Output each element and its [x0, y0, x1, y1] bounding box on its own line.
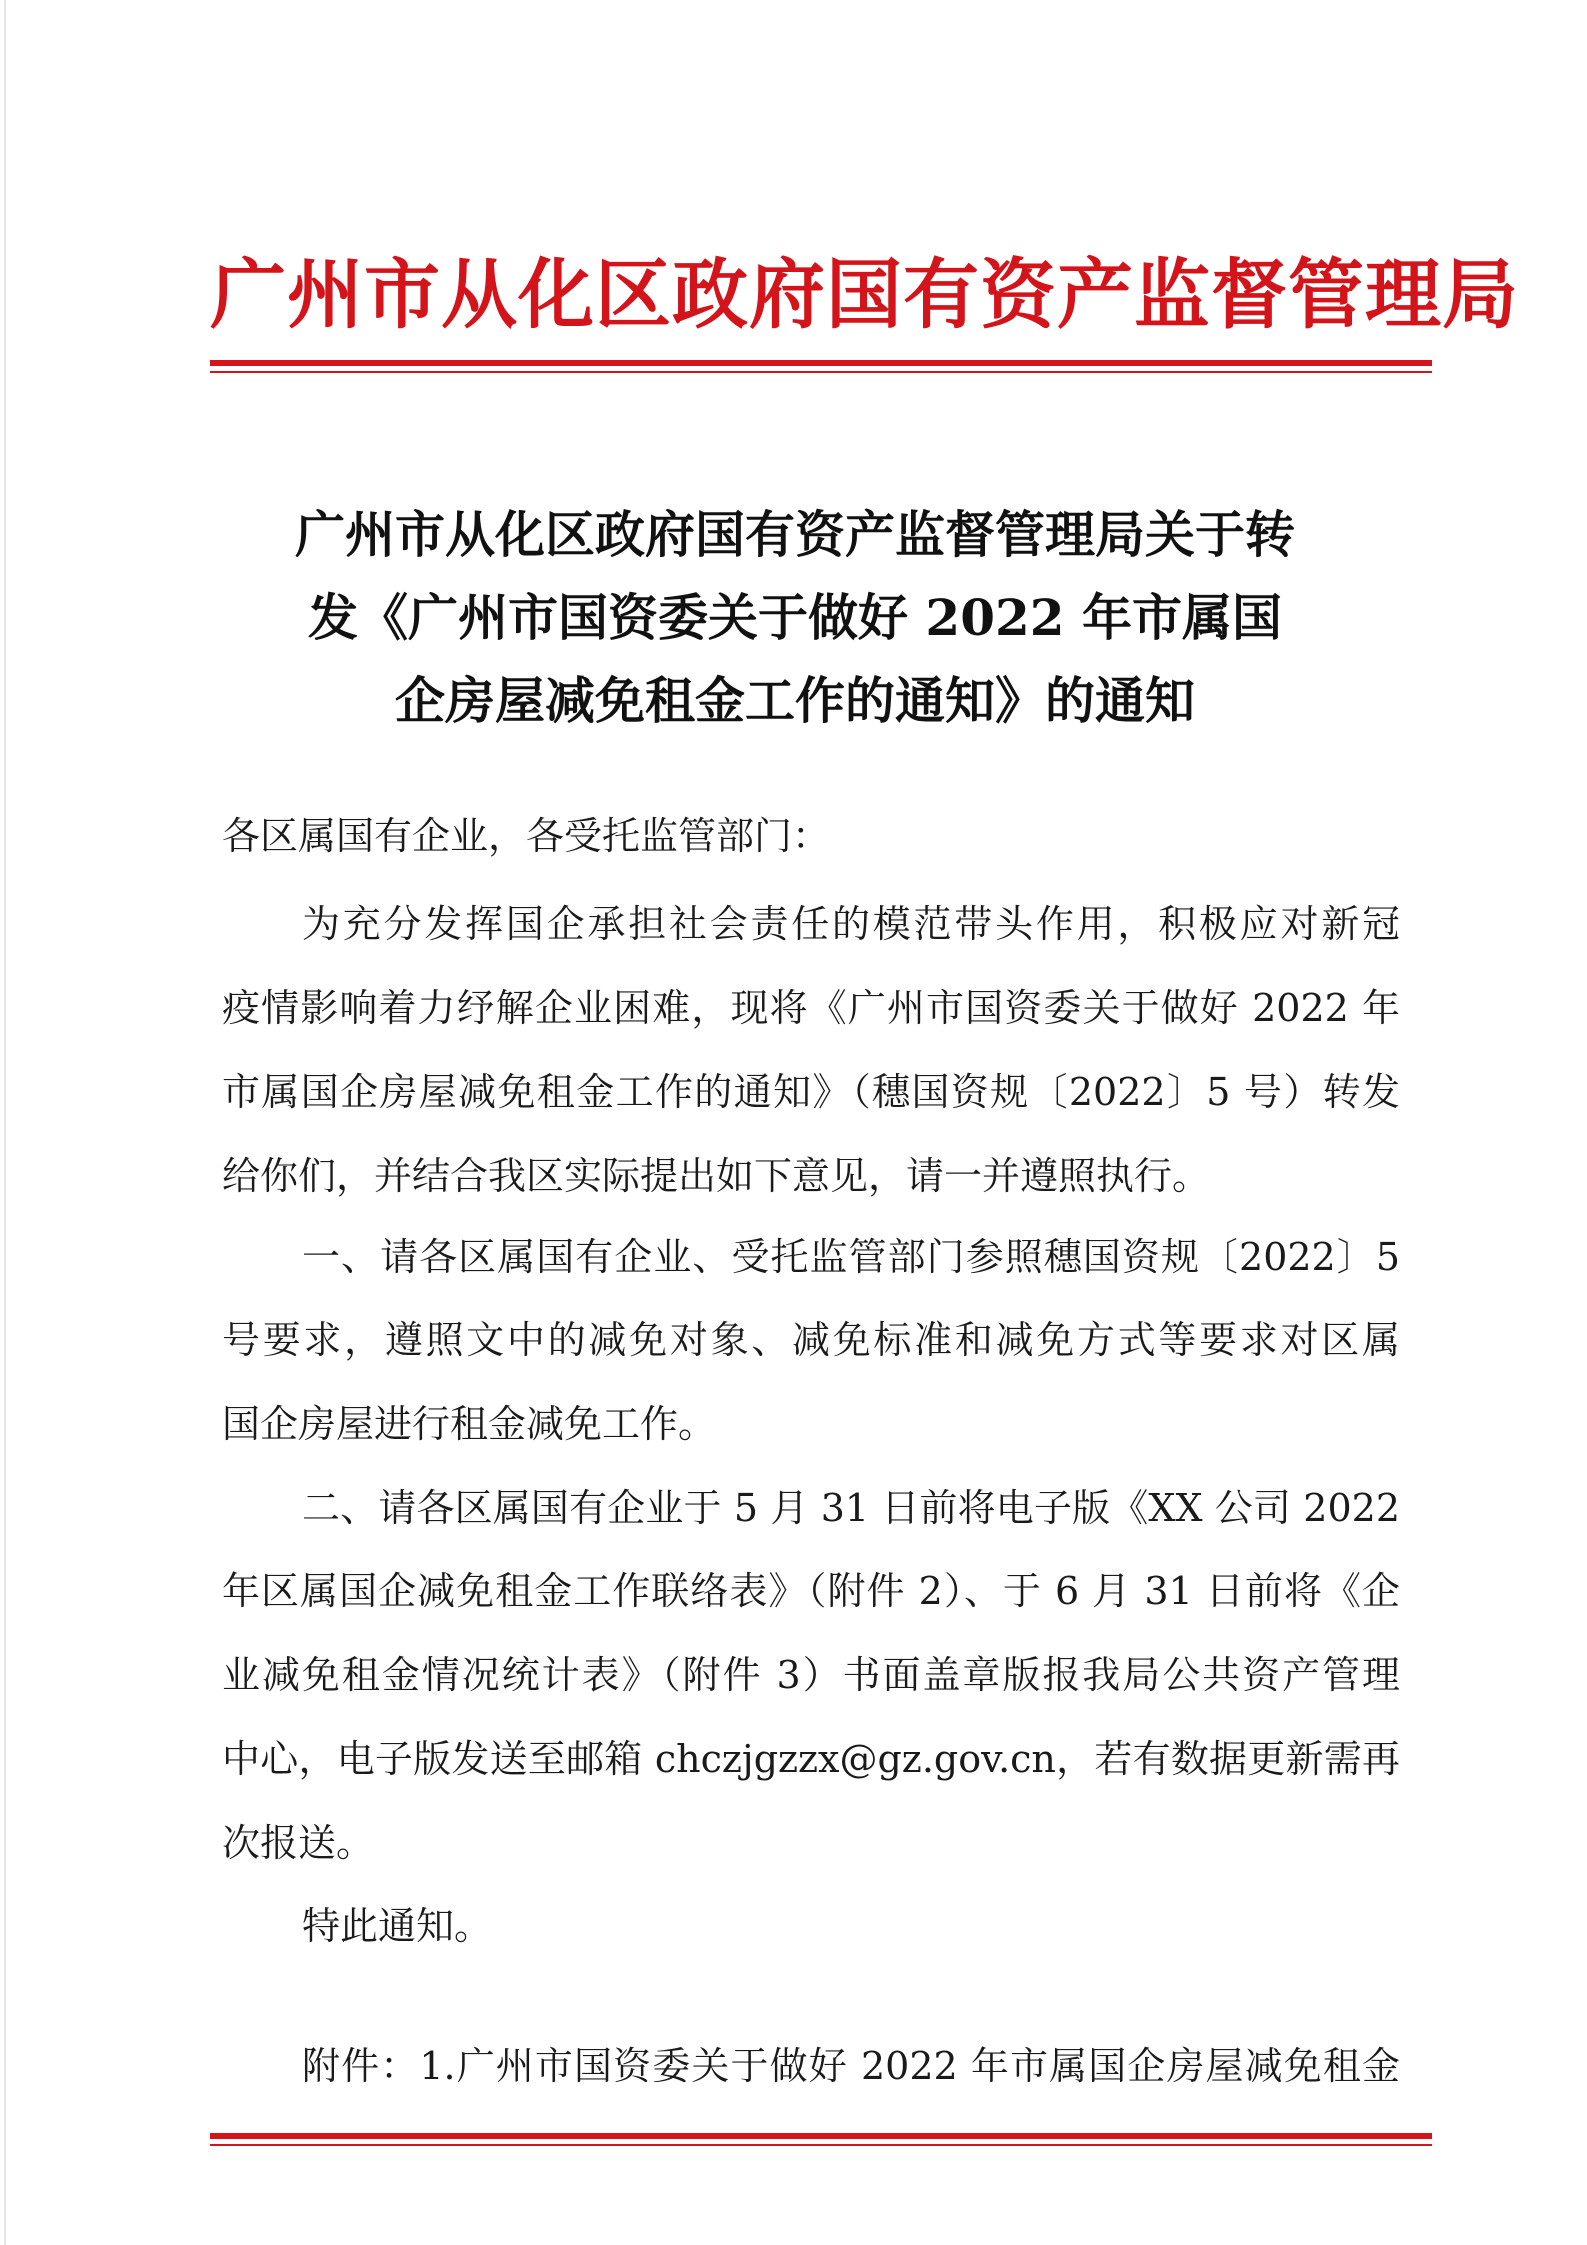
closing-text: 特此通知。	[302, 1904, 493, 1948]
item-2-line-3: 业减免租金情况统计表》（附件 3）书面盖章版报我局公共资产管理	[222, 1653, 1400, 1697]
scan-edge	[4, 0, 6, 2245]
masthead-rule-thick	[210, 360, 1432, 366]
masthead-title: 广州市从化区政府国有资产监督管理局	[210, 250, 1519, 339]
title-line-2: 发《广州市国资委关于做好 2022 年市属国	[308, 588, 1282, 647]
paragraph-1-line-1: 为充分发挥国企承担社会责任的模范带头作用，积极应对新冠	[302, 902, 1400, 946]
attachment-line: 附件：1.广州市国资委关于做好 2022 年市属国企房屋减免租金	[302, 2044, 1400, 2088]
paragraph-1-line-2: 疫情影响着力纾解企业困难，现将《广州市国资委关于做好 2022 年	[222, 986, 1400, 1030]
masthead-rule-thin	[210, 371, 1432, 373]
item-1-line-1: 一、请各区属国有企业、受托监管部门参照穗国资规〔2022〕5	[302, 1235, 1400, 1279]
paragraph-1-line-4: 给你们，并结合我区实际提出如下意见，请一并遵照执行。	[222, 1154, 1211, 1198]
item-2-line-1: 二、请各区属国有企业于 5 月 31 日前将电子版《XX 公司 2022	[302, 1486, 1400, 1530]
salutation: 各区属国有企业，各受托监管部门：	[222, 814, 831, 858]
footer-rule-thin	[210, 2144, 1432, 2146]
title-line-1: 广州市从化区政府国有资产监督管理局关于转	[295, 505, 1295, 564]
document-title	[220, 493, 1370, 742]
paragraph-1-line-3: 市属国企房屋减免租金工作的通知》（穗国资规〔2022〕5 号）转发	[222, 1070, 1400, 1114]
item-2-line-5: 次报送。	[222, 1821, 375, 1865]
item-2-line-2: 年区属国企减免租金工作联络表》（附件 2）、于 6 月 31 日前将《企	[222, 1569, 1400, 1613]
item-1-line-2: 号要求，遵照文中的减免对象、减免标准和减免方式等要求对区属	[222, 1318, 1400, 1362]
item-1-line-3: 国企房屋进行租金减免工作。	[222, 1402, 717, 1446]
title-line-3: 企房屋减免租金工作的通知》的通知	[395, 671, 1195, 730]
item-2-line-4: 中心，电子版发送至邮箱 chczjgzzx@gz.gov.cn，若有数据更新需再	[222, 1737, 1400, 1781]
footer-rule-thick	[210, 2133, 1432, 2139]
